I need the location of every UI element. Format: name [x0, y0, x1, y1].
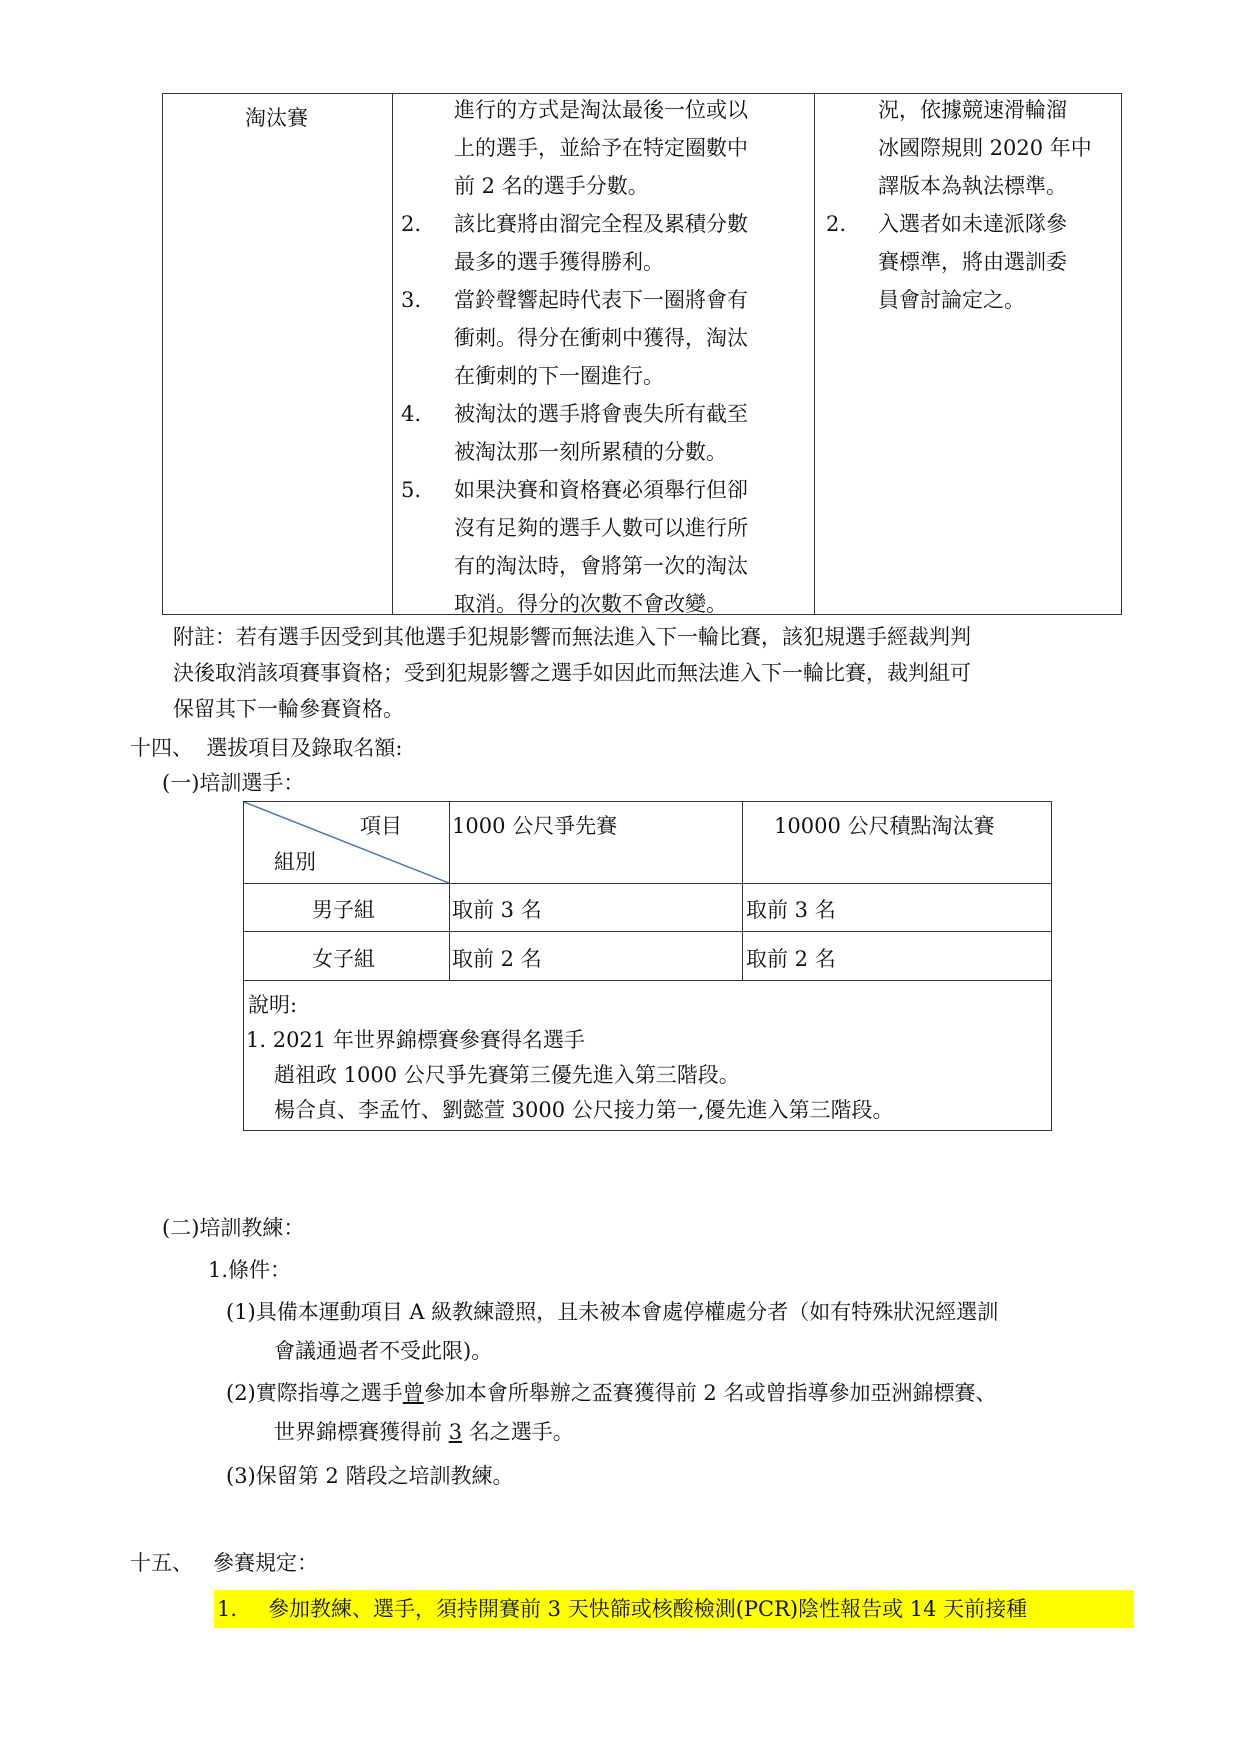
notes-item-1: 1. 2021 年世界錦標賽參賽得名選手 [246, 1028, 585, 1052]
column-header-10000m: 10000 公尺積點淘汰賽 [774, 814, 995, 838]
condition-2-line-1: (2)實際指導之選手曾參加本會所舉辦之盃賽獲得前 2 名或曾指導參加亞洲錦標賽、 [226, 1381, 997, 1405]
rule-line: 沒有足夠的選手人數可以進行所 [454, 516, 748, 540]
rule-1-number: 1. [217, 1597, 238, 1621]
rule-line: 上的選手，並給予在特定圈數中 [454, 136, 748, 160]
notes-title: 說明: [248, 993, 298, 1017]
note-line-1: 附註：若有選手因受到其他選手犯規影響而無法進入下一輪比賽，該犯規選手經裁判判 [173, 625, 971, 649]
header-group-label: 組別 [274, 850, 316, 874]
rule-line: 進行的方式是淘汰最後一位或以 [454, 98, 748, 122]
section-14-heading: 十四、 選拔項目及錄取名額: [130, 736, 403, 760]
trainee-athletes-heading: (一)培訓選手： [162, 771, 305, 795]
conditions-heading: 1.條件： [208, 1258, 292, 1282]
remark-line: 譯版本為執法標準。 [878, 174, 1067, 198]
remark-line: 賽標準，將由選訓委 [878, 250, 1067, 274]
rule-line: 最多的選手獲得勝利。 [454, 250, 664, 274]
row-group-men: 男子組 [312, 898, 375, 922]
rule-number: 2. [401, 212, 422, 236]
event-name-cell: 淘汰賽 [245, 106, 308, 130]
rule-line: 如果決賽和資格賽必須舉行但卻 [454, 478, 748, 502]
rule-line: 當鈴聲響起時代表下一圈將會有 [454, 288, 748, 312]
header-item-label: 項目 [360, 814, 402, 838]
row-group-women: 女子組 [312, 947, 375, 971]
trainee-coaches-heading: (二)培訓教練： [162, 1216, 305, 1240]
rule-line: 有的淘汰時，會將第一次的淘汰 [454, 554, 748, 578]
men-10000m-quota: 取前 3 名 [746, 898, 836, 922]
selection-quota-table [243, 801, 1052, 1131]
underlined-word: 曾 [402, 1381, 424, 1405]
rule-line: 該比賽將由溜完全程及累積分數 [454, 212, 748, 236]
remark-number: 2. [826, 212, 847, 236]
rule-line: 前 2 名的選手分數。 [454, 174, 649, 198]
condition-1-line-2: 會議通過者不受此限)。 [274, 1339, 493, 1363]
rule-number: 5. [401, 478, 422, 502]
men-1000m-quota: 取前 3 名 [452, 898, 542, 922]
remarks-cell [878, 91, 1092, 319]
rule-number: 4. [401, 402, 422, 426]
rules-description-cell [454, 91, 748, 623]
rule-line: 衝刺。得分在衝刺中獲得，淘汰 [454, 326, 748, 350]
note-line-2: 決後取消該項賽事資格；受到犯規影響之選手如因此而無法進入下一輪比賽，裁判組可 [173, 661, 971, 685]
condition-1-line-1: (1)具備本運動項目 A 級教練證照，且未被本會處停權處分者（如有特殊狀況經選訓 [226, 1300, 999, 1324]
remark-line: 況，依據競速滑輪溜 [878, 98, 1067, 122]
condition-2-line-2: 世界錦標賽獲得前 3 名之選手。 [274, 1420, 574, 1444]
notes-item-1-detail-a: 趙祖政 1000 公尺爭先賽第三優先進入第三階段。 [274, 1063, 740, 1087]
remark-line: 員會討論定之。 [878, 288, 1025, 312]
remark-line: 冰國際規則 2020 年中 [878, 136, 1092, 160]
condition-3: (3)保留第 2 階段之培訓教練。 [226, 1464, 514, 1488]
rule-line: 被淘汰的選手將會喪失所有截至 [454, 402, 748, 426]
note-line-3: 保留其下一輪參賽資格。 [173, 697, 404, 721]
women-1000m-quota: 取前 2 名 [452, 947, 542, 971]
women-10000m-quota: 取前 2 名 [746, 947, 836, 971]
column-header-1000m: 1000 公尺爭先賽 [452, 814, 618, 838]
notes-item-1-detail-b: 楊合貞、李孟竹、劉懿萱 3000 公尺接力第一,優先進入第三階段。 [274, 1098, 894, 1122]
rule-line: 在衝刺的下一圈進行。 [454, 364, 664, 388]
rule-line: 被淘汰那一刻所累積的分數。 [454, 440, 727, 464]
rule-line: 取消。得分的次數不會改變。 [454, 592, 727, 616]
section-15-heading: 十五、 參賽規定： [130, 1551, 319, 1575]
remark-line: 入選者如未達派隊參 [878, 212, 1067, 236]
rule-number: 3. [401, 288, 422, 312]
elimination-rules-table [162, 93, 1122, 615]
underlined-number: 3 [448, 1420, 463, 1444]
rule-1-text: 參加教練、選手，須持開賽前 3 天快篩或核酸檢測(PCR)陰性報告或 14 天前接種 [268, 1597, 1028, 1621]
